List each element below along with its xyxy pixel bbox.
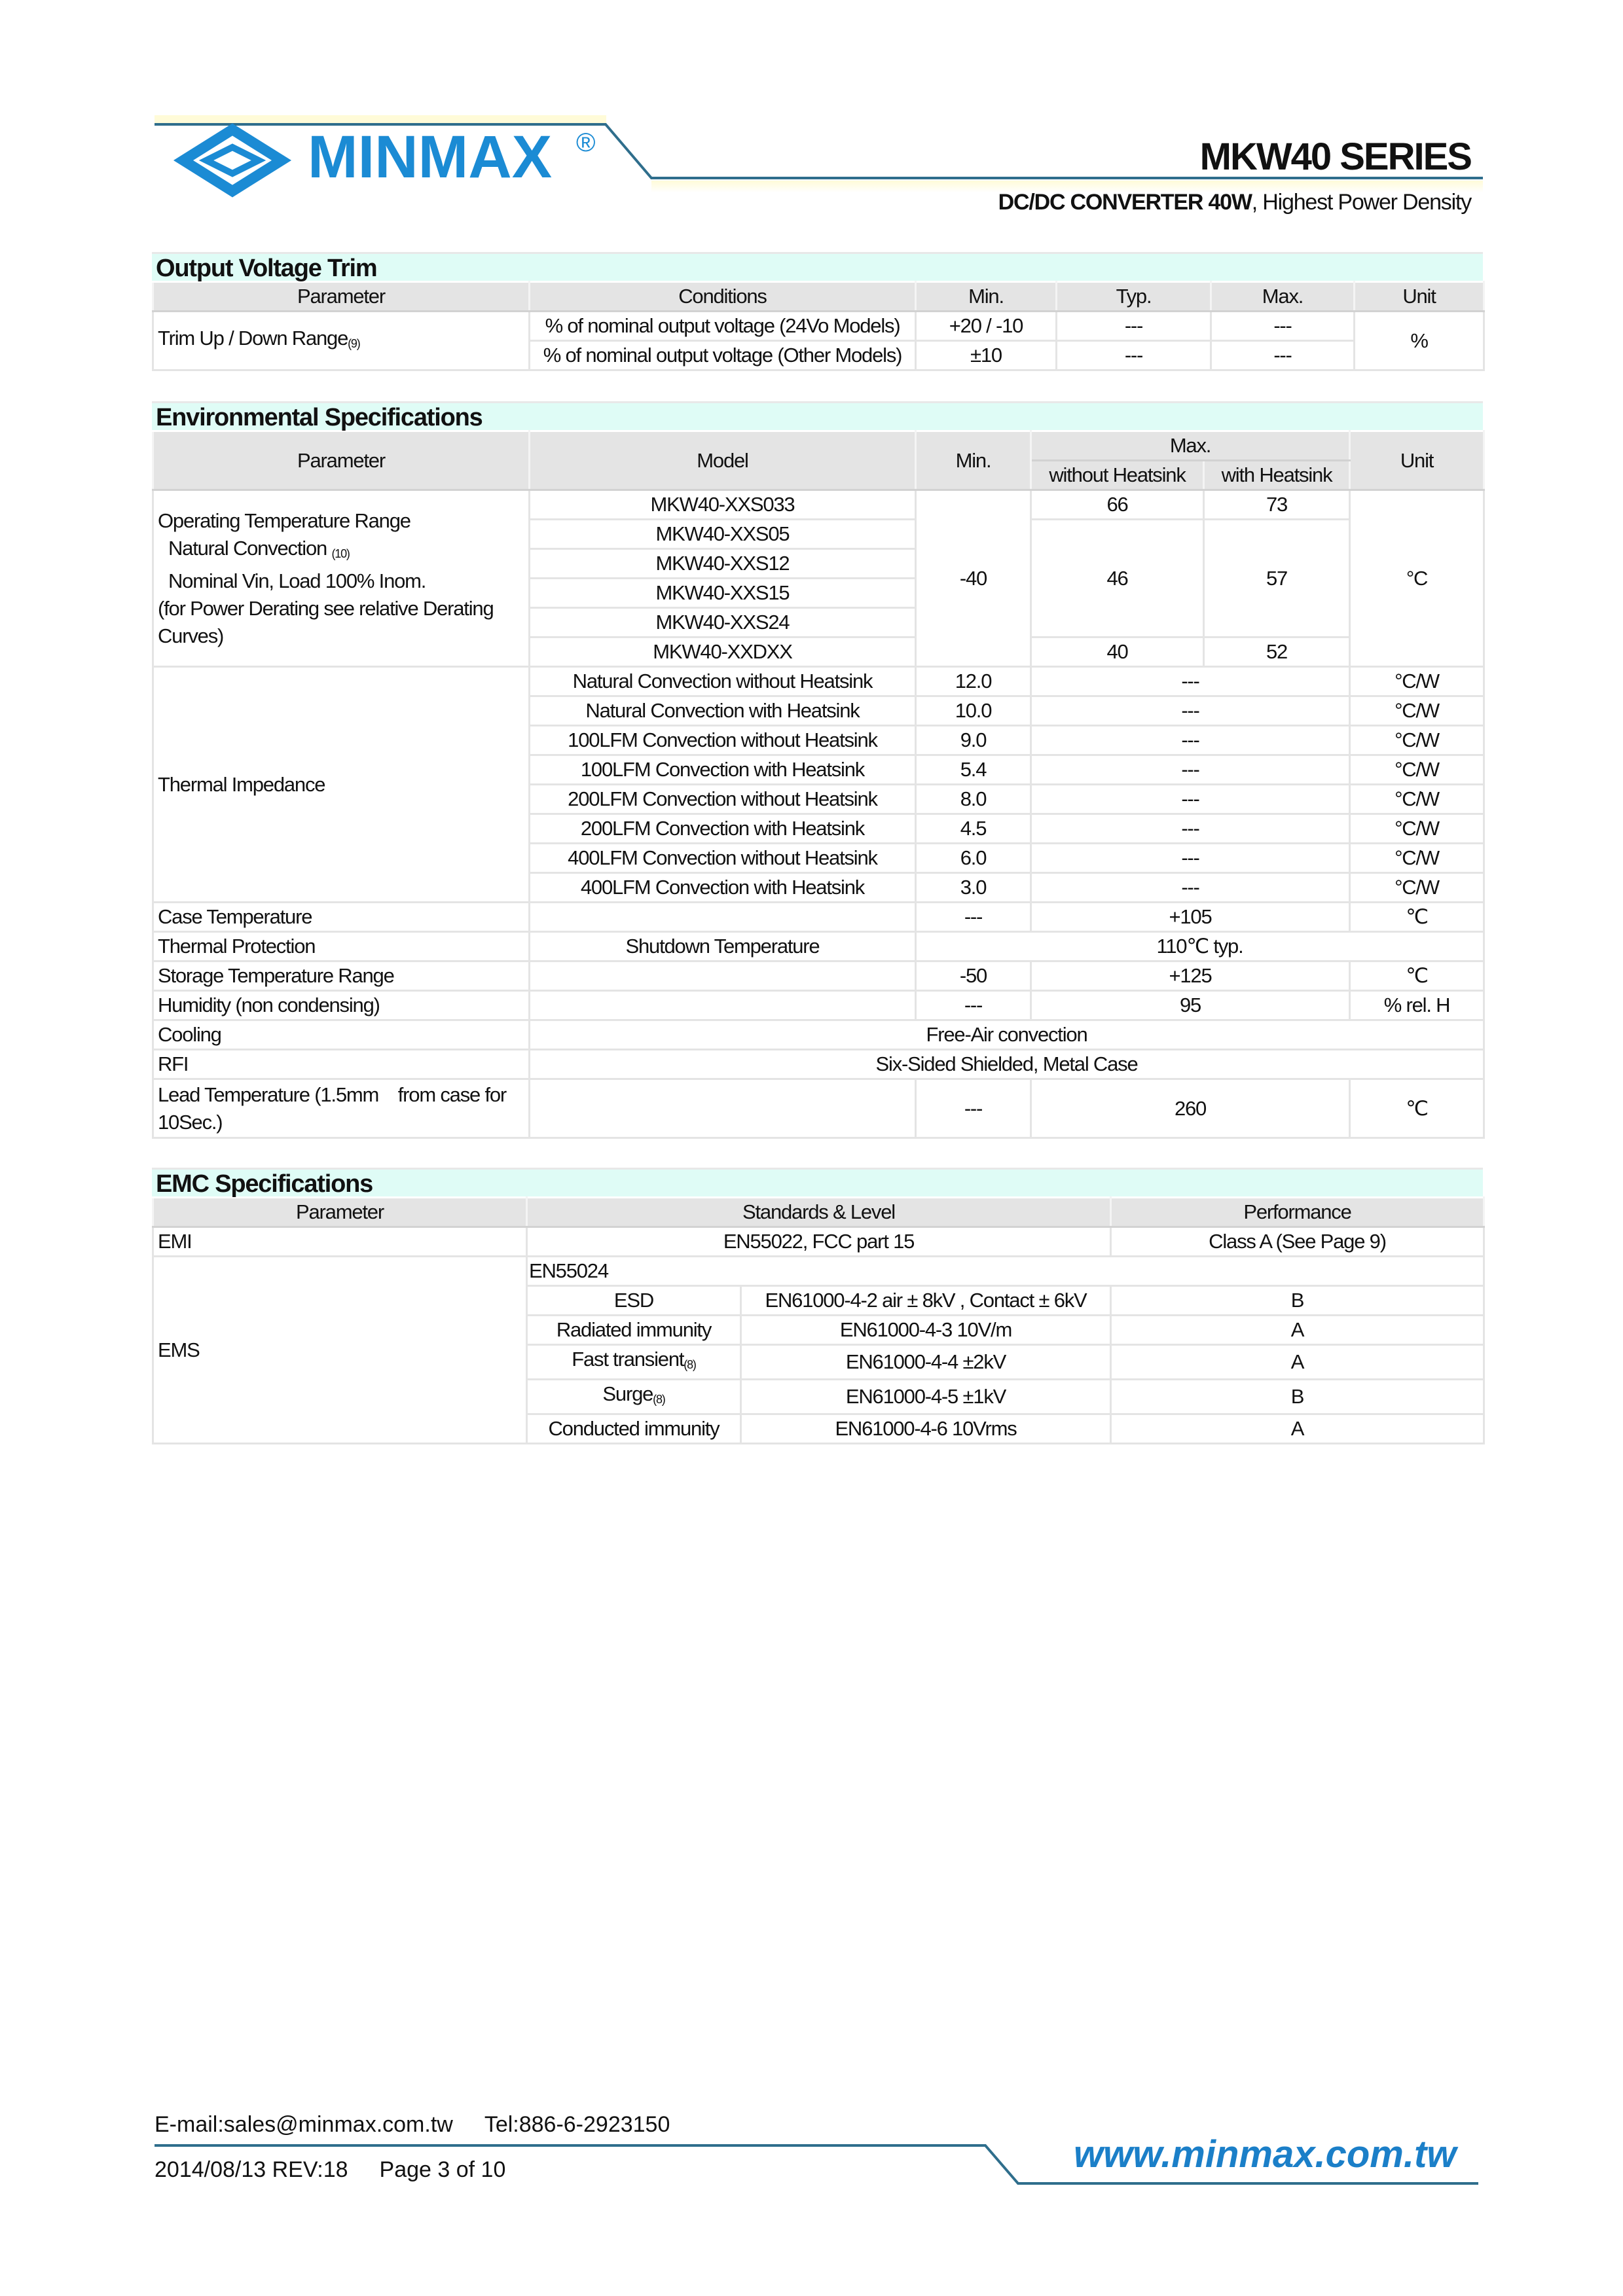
performance-cell: B	[1111, 1286, 1484, 1316]
col-subheader: with Heatsink	[1204, 461, 1350, 490]
table-row	[153, 1020, 1484, 1050]
standard-cell: EN61000-4-6 10Vrms	[741, 1414, 1111, 1444]
test-cell	[527, 1380, 741, 1414]
table-row	[153, 991, 1484, 1020]
min-cell: -40	[916, 490, 1031, 667]
subtitle-bold: DC/DC CONVERTER 40W	[998, 190, 1252, 215]
max-cell: ---	[1031, 696, 1350, 726]
standard-cell: EN61000-4-5 ±1kV	[741, 1380, 1111, 1414]
footnote-ref: (9)	[348, 336, 360, 350]
min-cell: 9.0	[916, 726, 1031, 755]
unit-cell: °C/W	[1350, 667, 1484, 696]
table-row	[153, 1079, 1484, 1138]
max-with-cell: 73	[1204, 490, 1350, 520]
condition-cell: % of nominal output voltage (Other Models)	[530, 341, 916, 370]
test-cell	[527, 1414, 741, 1444]
condition-cell: 200LFM Convection with Heatsink	[530, 814, 916, 844]
min-cell: -50	[916, 961, 1031, 991]
unit-cell: °C/W	[1350, 696, 1484, 726]
param-text: Natural Convection	[168, 536, 327, 560]
performance-cell: A	[1111, 1414, 1484, 1444]
footer-email[interactable]: E-mail:sales@minmax.com.tw	[155, 2112, 453, 2137]
empty-cell	[530, 961, 916, 991]
min-cell: 10.0	[916, 696, 1031, 726]
param-cell: EMI	[153, 1227, 527, 1257]
brand-logo-text: MINMAX	[308, 124, 553, 190]
unit-cell: %	[1355, 312, 1484, 370]
standard-cell: EN61000-4-3 10V/m	[741, 1316, 1111, 1345]
min-cell: 12.0	[916, 667, 1031, 696]
table-row	[153, 1227, 1484, 1257]
unit-cell: °C/W	[1350, 785, 1484, 814]
performance-cell: B	[1111, 1380, 1484, 1414]
unit-cell: ℃	[1350, 903, 1484, 932]
table-row	[153, 667, 1484, 696]
table-row	[153, 961, 1484, 991]
environmental-table	[152, 430, 1485, 1139]
model-cell: MKW40-XXS033	[530, 490, 916, 520]
section-title: Environmental Specifications	[152, 401, 1483, 430]
col-header: Standards & Level	[527, 1198, 1111, 1227]
col-header: Unit	[1355, 282, 1484, 312]
param-line: Nominal Vin, Load 100% Inom.	[168, 569, 426, 592]
max-cell: ---	[1031, 844, 1350, 873]
param-cell: RFI	[153, 1050, 530, 1079]
performance-cell: A	[1111, 1345, 1484, 1380]
section-title: Output Voltage Trim	[152, 252, 1483, 281]
condition-cell: 100LFM Convection without Heatsink	[530, 726, 916, 755]
empty-cell	[530, 903, 916, 932]
model-cell: MKW40-XXDXX	[530, 637, 916, 667]
col-header: Max.	[1211, 282, 1355, 312]
condition-cell: 400LFM Convection without Heatsink	[530, 844, 916, 873]
subtitle	[998, 190, 1471, 215]
max-with-cell: 57	[1204, 520, 1350, 637]
max-cell: ---	[1031, 785, 1350, 814]
test-cell	[527, 1345, 741, 1380]
param-cell: Storage Temperature Range	[153, 961, 530, 991]
typ-cell: ---	[1057, 312, 1211, 341]
table-row	[153, 932, 1484, 961]
max-cell: 95	[1031, 991, 1350, 1020]
empty-cell	[530, 991, 916, 1020]
param-cell: Lead Temperature (1.5mm from case for 10Sec.)	[153, 1079, 530, 1138]
footer-page-number: Page 3 of 10	[379, 2157, 506, 2182]
min-cell: +20 / -10	[916, 312, 1057, 341]
performance-cell: A	[1111, 1316, 1484, 1345]
max-cell: ---	[1031, 726, 1350, 755]
param-cell: Case Temperature	[153, 903, 530, 932]
col-header: Parameter	[153, 282, 530, 312]
standard-cell: EN61000-4-2 air ± 8kV , Contact ± 6kV	[741, 1286, 1111, 1316]
test-label: Radiated immunity	[556, 1318, 712, 1341]
content	[152, 252, 1483, 1444]
unit-cell: °C/W	[1350, 755, 1484, 785]
model-cell: MKW40-XXS05	[530, 520, 916, 549]
col-header: Parameter	[153, 1198, 527, 1227]
emc-table	[152, 1196, 1485, 1444]
max-cell: ---	[1031, 814, 1350, 844]
max-without-cell: 66	[1031, 490, 1204, 520]
col-header: Model	[530, 431, 916, 490]
min-cell: 6.0	[916, 844, 1031, 873]
footer-contact-row	[155, 2112, 670, 2138]
max-cell: +125	[1031, 961, 1350, 991]
model-cell: MKW40-XXS12	[530, 549, 916, 579]
param-cell: EMS	[153, 1257, 527, 1444]
col-header: Typ.	[1057, 282, 1211, 312]
table-row	[153, 903, 1484, 932]
value-cell: Six-Sided Shielded, Metal Case	[530, 1050, 1484, 1079]
footnote-ref: (8)	[653, 1393, 665, 1406]
col-header: Min.	[916, 282, 1057, 312]
param-cell: Thermal Protection	[153, 932, 530, 961]
max-cell: ---	[1031, 667, 1350, 696]
unit-cell: °C	[1350, 490, 1484, 667]
table-row	[153, 1257, 1484, 1286]
param-line: (for Power Derating see relative Derating Curves)	[158, 596, 494, 647]
col-header: Conditions	[530, 282, 916, 312]
footer-meta-row	[155, 2157, 505, 2183]
param-label: Trim Up / Down Range	[158, 326, 348, 350]
emc-section	[152, 1168, 1483, 1444]
max-without-cell: 40	[1031, 637, 1204, 667]
unit-cell: % rel. H	[1350, 991, 1484, 1020]
max-cell: ---	[1211, 341, 1355, 370]
subtitle-rest: , Highest Power Density	[1251, 190, 1471, 215]
min-cell: ---	[916, 903, 1031, 932]
footer-website-link[interactable]: www.minmax.com.tw	[1074, 2133, 1457, 2176]
footer-date-rev: 2014/08/13 REV:18	[155, 2157, 348, 2182]
condition-cell: Natural Convection with Heatsink	[530, 696, 916, 726]
section-title: EMC Specifications	[152, 1168, 1483, 1196]
table-row	[153, 312, 1484, 341]
col-header: Max.	[1031, 431, 1350, 461]
performance-cell: Class A (See Page 9)	[1111, 1227, 1484, 1257]
col-subheader: without Heatsink	[1031, 461, 1204, 490]
condition-cell: 200LFM Convection without Heatsink	[530, 785, 916, 814]
max-cell: ---	[1031, 873, 1350, 903]
min-cell: ---	[916, 991, 1031, 1020]
min-cell: 8.0	[916, 785, 1031, 814]
footnote-ref: (10)	[331, 547, 350, 560]
param-cell: Thermal Impedance	[153, 667, 530, 903]
unit-cell: ℃	[1350, 961, 1484, 991]
col-header: Min.	[916, 431, 1031, 490]
test-cell	[527, 1286, 741, 1316]
standard-cell: EN55022, FCC part 15	[527, 1227, 1111, 1257]
test-cell	[527, 1316, 741, 1345]
standard-cell: EN61000-4-4 ±2kV	[741, 1345, 1111, 1380]
col-header: Unit	[1350, 431, 1484, 490]
unit-cell: °C/W	[1350, 844, 1484, 873]
test-label: Conducted immunity	[548, 1417, 720, 1440]
param-cell	[153, 490, 530, 667]
test-label: Surge	[602, 1382, 653, 1405]
min-cell: 4.5	[916, 814, 1031, 844]
condition-cell: Shutdown Temperature	[530, 932, 916, 961]
environmental-section	[152, 401, 1483, 1139]
output-trim-table	[152, 281, 1485, 371]
unit-cell: °C/W	[1350, 814, 1484, 844]
footer-tel: Tel:886-6-2923150	[484, 2112, 670, 2137]
footnote-ref: (8)	[684, 1358, 696, 1371]
min-cell: ±10	[916, 341, 1057, 370]
output-voltage-trim-section	[152, 252, 1483, 371]
standard-group-cell: EN55024	[527, 1257, 1484, 1286]
test-label: ESD	[613, 1289, 654, 1312]
model-cell: MKW40-XXS15	[530, 579, 916, 608]
max-with-cell: 52	[1204, 637, 1350, 667]
unit-cell: °C/W	[1350, 726, 1484, 755]
table-row	[153, 1050, 1484, 1079]
value-cell: Free-Air convection	[530, 1020, 1484, 1050]
max-without-cell: 46	[1031, 520, 1204, 637]
col-header: Parameter	[153, 431, 530, 490]
condition-cell: Natural Convection without Heatsink	[530, 667, 916, 696]
min-cell: ---	[916, 1079, 1031, 1138]
series-title: MKW40 SERIES	[1199, 135, 1471, 178]
min-cell: 5.4	[916, 755, 1031, 785]
param-cell	[153, 312, 530, 370]
registered-mark: ®	[576, 128, 596, 157]
min-cell: 3.0	[916, 873, 1031, 903]
table-row	[153, 490, 1484, 520]
condition-cell: 100LFM Convection with Heatsink	[530, 755, 916, 785]
header-decoration	[0, 0, 1623, 223]
condition-cell: 400LFM Convection with Heatsink	[530, 873, 916, 903]
param-cell: Humidity (non condensing)	[153, 991, 530, 1020]
param-cell: Cooling	[153, 1020, 530, 1050]
empty-cell	[530, 1079, 916, 1138]
param-line	[158, 535, 526, 567]
max-cell: ---	[1031, 755, 1350, 785]
max-cell: +105	[1031, 903, 1350, 932]
model-cell: MKW40-XXS24	[530, 608, 916, 637]
value-cell: 110℃ typ.	[916, 932, 1484, 961]
unit-cell: °C/W	[1350, 873, 1484, 903]
param-line: Operating Temperature Range	[158, 509, 410, 532]
condition-cell: % of nominal output voltage (24Vo Models)	[530, 312, 916, 341]
test-label: Fast transient	[572, 1348, 684, 1371]
col-header: Performance	[1111, 1198, 1484, 1227]
unit-cell: ℃	[1350, 1079, 1484, 1138]
minmax-logo-diamond-icon	[183, 130, 282, 191]
max-cell: 260	[1031, 1079, 1350, 1138]
max-cell: ---	[1211, 312, 1355, 341]
typ-cell: ---	[1057, 341, 1211, 370]
